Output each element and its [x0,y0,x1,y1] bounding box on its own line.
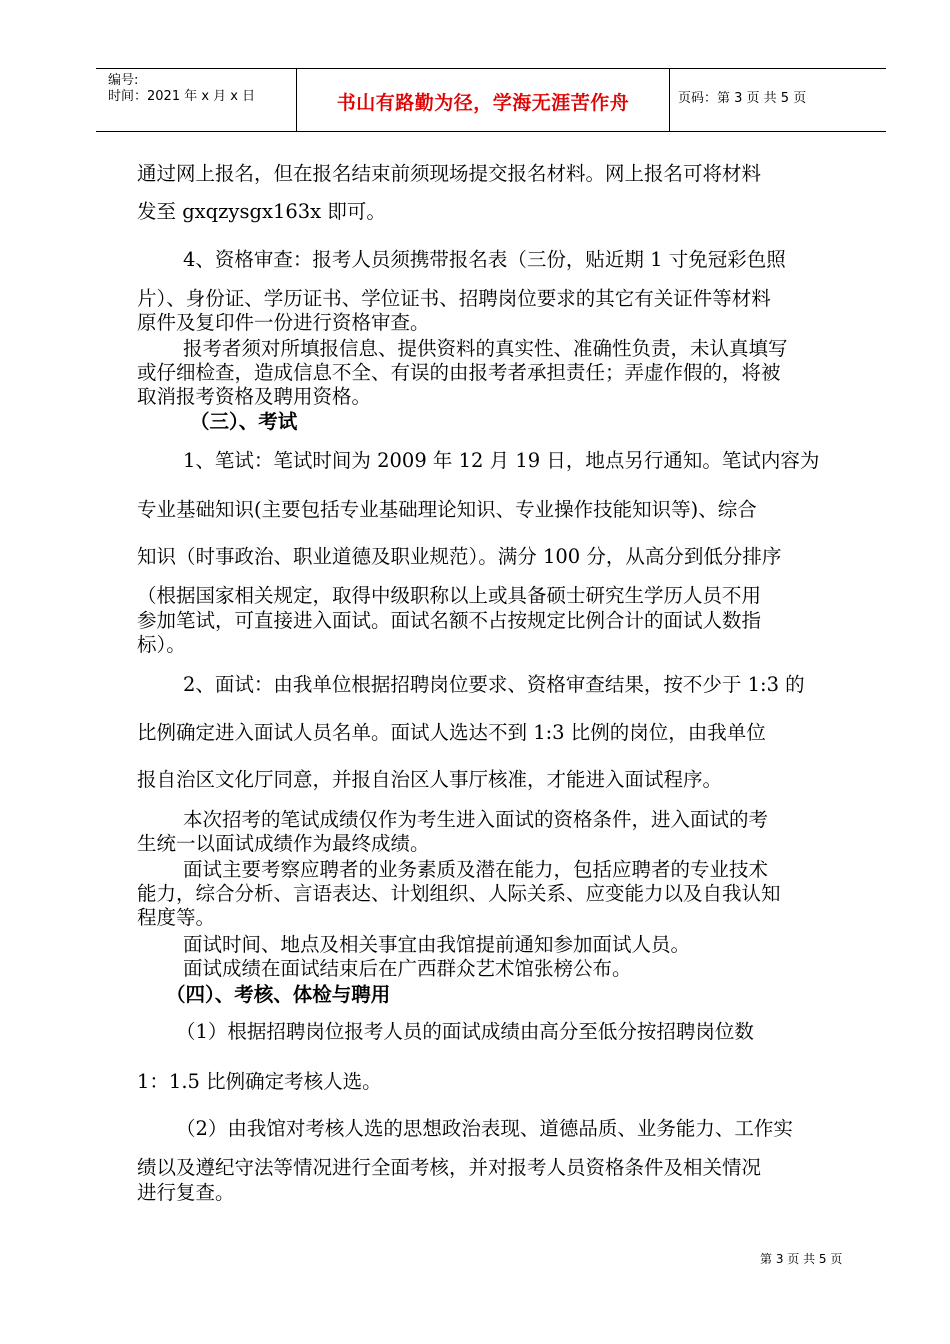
body-line: 标）。 [137,633,186,656]
page-footer: 第 3 页 共 5 页 [760,1252,843,1266]
body-line: 本次招考的笔试成绩仅作为考生进入面试的资格条件，进入面试的考 [183,808,769,831]
body-line: 片）、身份证、学历证书、学位证书、招聘岗位要求的其它有关证件等材料 [137,287,771,310]
body-line: 绩以及遵纪守法等情况进行全面考核，并对报考人员资格条件及相关情况 [137,1156,762,1179]
body-line: 专业基础知识(主要包括专业基础理论知识、专业操作技能知识等)、综合 [137,498,757,521]
header-motto-cell [297,69,670,131]
header-page-cell [670,69,886,131]
body-line: 通过网上报名，但在报名结束前须现场提交报名材料。网上报名可将材料 [137,162,762,185]
body-line: （2）由我馆对考核人选的思想政治表现、道德品质、业务能力、工作实 [176,1117,793,1140]
body-line: 程度等。 [137,906,216,929]
body-line: 发至 gxqzysgx163x 即可。 [137,200,386,223]
body-line: 1：1.5 比例确定考核人选。 [137,1070,382,1093]
body-line: 面试主要考察应聘者的业务素质及潜在能力，包括应聘者的专业技术 [183,858,769,881]
header-meta-cell [96,69,297,131]
body-line: 1、笔试：笔试时间为 2009 年 12 月 19 日，地点另行通知。笔试内容为 [183,449,820,472]
body-line: 4、资格审查：报考人员须携带报名表（三份，贴近期 1 寸免冠彩色照 [183,248,786,271]
body-line: 取消报考资格及聘用资格。 [137,385,372,408]
body-line: 报考者须对所填报信息、提供资料的真实性、准确性负责，未认真填写 [183,337,788,360]
body-line: 比例确定进入面试人员名单。面试人选达不到 1:3 比例的岗位，由我单位 [137,721,766,744]
body-line: 能力，综合分析、言语表达、计划组织、人际关系、应变能力以及自我认知 [137,882,781,905]
body-line: 生统一以面试成绩作为最终成绩。 [137,832,430,855]
header-motto: 书山有路勤为径，学海无涯苦作舟 [336,92,630,114]
page-header [96,68,886,132]
section-heading: （四）、考核、体检与聘用 [166,983,391,1006]
body-line: 2、面试：由我单位根据招聘岗位要求、资格审查结果，按不少于 1:3 的 [183,673,805,696]
document-number-label: 编号: [108,73,139,88]
section-heading: （三）、考试 [190,410,298,433]
header-page-info: 页码：第 3 页 共 5 页 [678,91,807,106]
body-line: 或仔细检查，造成信息不全、有误的由报考者承担责任；弄虚作假的，将被 [137,361,781,384]
body-line: （根据国家相关规定，取得中级职称以上或具备硕士研究生学历人员不用 [137,584,762,607]
body-line: 原件及复印件一份进行资格审查。 [137,311,430,334]
body-line: 进行复查。 [137,1181,235,1204]
body-line: 报自治区文化厅同意，并报自治区人事厅核准，才能进入面试程序。 [137,768,723,791]
body-line: 知识（时事政治、职业道德及职业规范）。满分 100 分，从高分到低分排序 [137,545,782,568]
body-line: 参加笔试，可直接进入面试。面试名额不占按规定比例合计的面试人数指 [137,609,762,632]
body-line: 面试成绩在面试结束后在广西群众艺术馆张榜公布。 [183,957,632,980]
document-time-label: 时间：2021 年 x 月 x 日 [108,89,256,104]
body-line: （1）根据招聘岗位报考人员的面试成绩由高分至低分按招聘岗位数 [176,1020,754,1043]
body-line: 面试时间、地点及相关事宜由我馆提前通知参加面试人员。 [183,933,691,956]
